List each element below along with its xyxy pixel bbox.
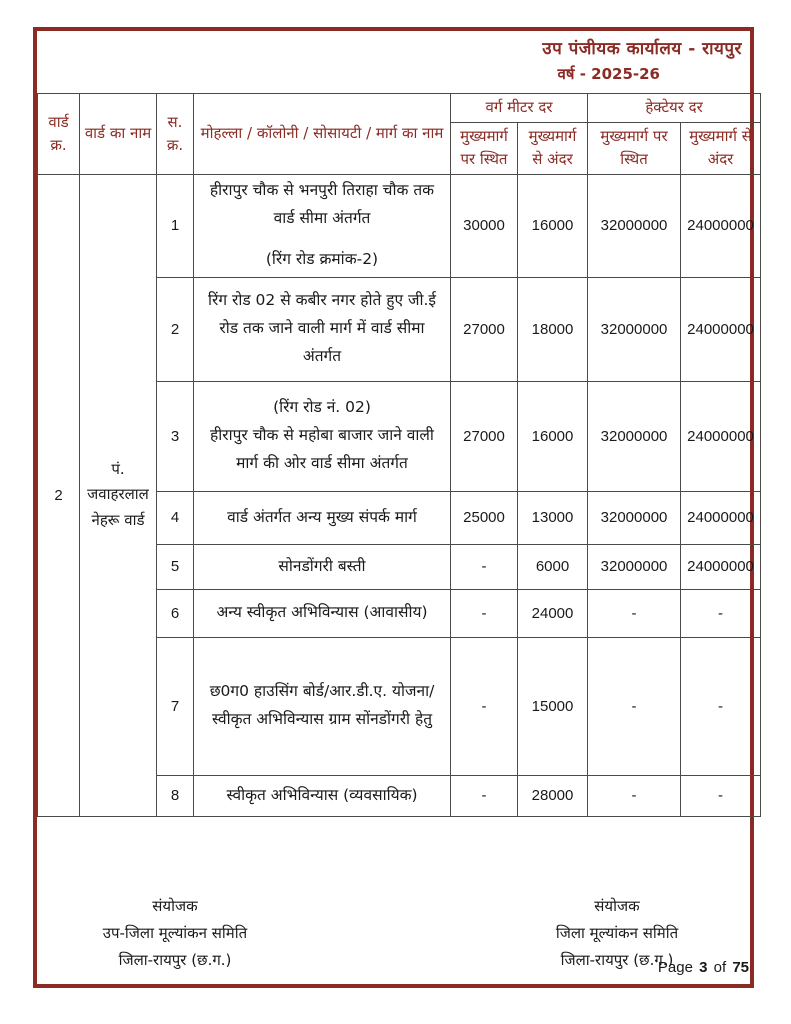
header-ward-no: वार्ड क्र. (38, 94, 80, 175)
page-prefix: Page (657, 959, 693, 976)
hect-inside-value: - (681, 589, 761, 637)
header-locality: मोहल्ला / कॉलोनी / सोसायटी / मार्ग का नाम (194, 94, 451, 175)
sqm-on-main-value: 27000 (451, 277, 518, 381)
serial-cell: 6 (157, 589, 194, 637)
ward-number-cell: 2 (38, 174, 80, 816)
sqm-inside-value: 13000 (518, 491, 588, 544)
locality-cell (194, 589, 451, 637)
page-number (656, 959, 749, 976)
hect-on-main-value: 32000000 (588, 277, 681, 381)
rates-table (37, 93, 761, 817)
serial-cell: 5 (157, 544, 194, 589)
hect-inside-value: 24000000 (681, 277, 761, 381)
locality-line: (रिंग रोड क्रमांक-2) (265, 250, 379, 269)
sqm-on-main-value: 27000 (451, 381, 518, 491)
serial-cell: 4 (157, 491, 194, 544)
table-header-row-1 (38, 94, 761, 123)
page-border-frame (33, 27, 754, 988)
locality-line: स्वीकृत अभिविन्यास (व्यवसायिक) (226, 785, 418, 804)
sqm-inside-value: 28000 (518, 775, 588, 816)
locality-line: सोनडोंगरी बस्ती (278, 556, 366, 575)
hect-on-main-value: - (588, 775, 681, 816)
locality-line: छ0ग0 हाउसिंग बोर्ड/आर.डी.ए. योजना/स्वीकृत अभिविन्यास ग्राम सोंनडोंगरी हेतु (209, 682, 435, 728)
hect-on-main-value: 32000000 (588, 544, 681, 589)
serial-cell: 1 (157, 174, 194, 277)
ward-name-cell: पं. जवाहरलाल नेहरू वार्ड (80, 174, 157, 816)
header-hect-inside: मुख्यमार्ग से अंदर (681, 123, 761, 175)
sqm-inside-value: 15000 (518, 637, 588, 775)
locality-line: (रिंग रोड नं. 02) (273, 398, 371, 417)
locality-line: हीरापुर चौक से महोबा बाजार जाने वाली मार्ग की ओर वार्ड सीमा अंतर्गत (210, 426, 434, 472)
hect-inside-value: - (681, 637, 761, 775)
sqm-inside-value: 16000 (518, 381, 588, 491)
signature-title: संयोजक (594, 897, 640, 915)
serial-cell: 8 (157, 775, 194, 816)
sqm-inside-value: 6000 (518, 544, 588, 589)
signature-district: जिला-रायपुर (छ.ग.) (118, 951, 232, 969)
hect-inside-value: 24000000 (681, 174, 761, 277)
signature-district: जिला-रायपुर (छ.ग.) (560, 951, 674, 969)
locality-line: रिंग रोड 02 से कबीर नगर होते हुए जी.ई रोड तक जाने वाली मार्ग में वार्ड सीमा अंतर्गत (207, 291, 437, 365)
document-header (37, 31, 750, 93)
signature-committee: उप-जिला मूल्यांकन समिति (102, 924, 248, 942)
sqm-inside-value: 18000 (518, 277, 588, 381)
locality-cell (194, 381, 451, 491)
sqm-inside-value: 24000 (518, 589, 588, 637)
serial-cell: 2 (157, 277, 194, 381)
locality-line: वार्ड अंतर्गत अन्य मुख्य संपर्क मार्ग (227, 507, 417, 526)
signature-committee: जिला मूल्यांकन समिति (555, 924, 679, 942)
sqm-on-main-value: 30000 (451, 174, 518, 277)
page-current: 3 (699, 959, 708, 976)
serial-cell: 3 (157, 381, 194, 491)
locality-line: अन्य स्वीकृत अभिविन्यास (आवासीय) (216, 603, 428, 622)
sqm-on-main-value: - (451, 589, 518, 637)
sqm-on-main-value: - (451, 775, 518, 816)
sqm-on-main-value: - (451, 544, 518, 589)
page-separator: of (713, 959, 727, 976)
hect-on-main-value: - (588, 589, 681, 637)
header-sqm-inside: मुख्यमार्ग से अंदर (518, 123, 588, 175)
locality-line: हीरापुर चौक से भनपुरी तिराहा चौक तक वार्ड सीमा अंतर्गत (209, 180, 435, 227)
locality-cell (194, 637, 451, 775)
hect-on-main-value: - (588, 637, 681, 775)
serial-cell: 7 (157, 637, 194, 775)
header-hect-on-main: मुख्यमार्ग पर स्थित (588, 123, 681, 175)
locality-cell (194, 174, 451, 277)
locality-cell (194, 277, 451, 381)
header-hectare-rate: हेक्टेयर दर (588, 94, 761, 123)
sqm-on-main-value: - (451, 637, 518, 775)
hect-inside-value: 24000000 (681, 491, 761, 544)
hect-inside-value: - (681, 775, 761, 816)
locality-cell (194, 775, 451, 816)
year-label: वर्ष - 2025-26 (557, 65, 660, 83)
hect-inside-value: 24000000 (681, 544, 761, 589)
header-serial-no: स. क्र. (157, 94, 194, 175)
signature-block-left (60, 893, 290, 974)
sqm-on-main-value: 25000 (451, 491, 518, 544)
hect-on-main-value: 32000000 (588, 491, 681, 544)
sqm-inside-value: 16000 (518, 174, 588, 277)
locality-cell (194, 491, 451, 544)
locality-cell (194, 544, 451, 589)
hect-on-main-value: 32000000 (588, 381, 681, 491)
page-total: 75 (732, 959, 749, 976)
office-title: उप पंजीयक कार्यालय - रायपुर (542, 39, 742, 59)
header-sqm-rate: वर्ग मीटर दर (451, 94, 588, 123)
signature-title: संयोजक (152, 897, 198, 915)
header-sqm-on-main: मुख्यमार्ग पर स्थित (451, 123, 518, 175)
hect-inside-value: 24000000 (681, 381, 761, 491)
hect-on-main-value: 32000000 (588, 174, 681, 277)
table-row (38, 174, 761, 277)
header-ward-name: वार्ड का नाम (80, 94, 157, 175)
